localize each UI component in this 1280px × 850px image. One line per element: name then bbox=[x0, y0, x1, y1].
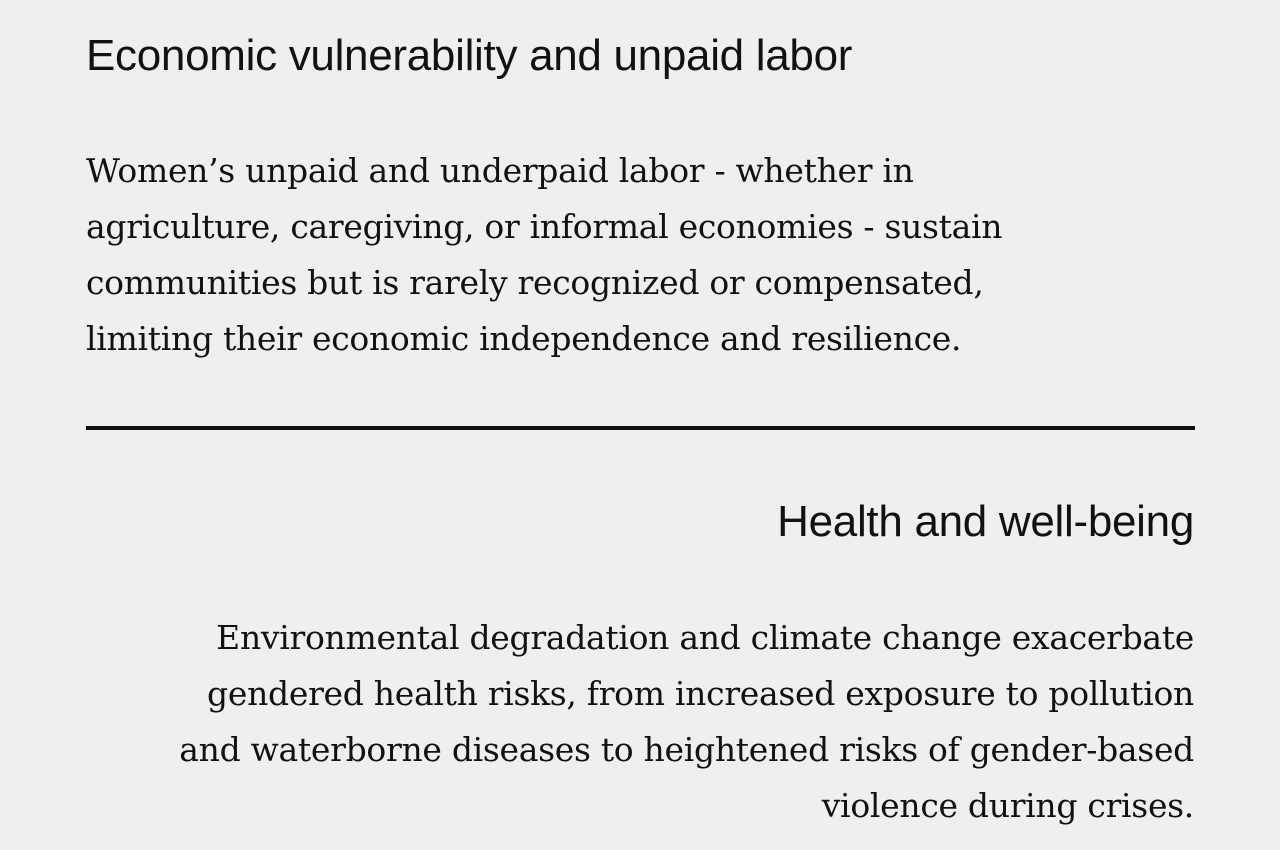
body-line: Environmental degradation and climate change exacerbate bbox=[216, 618, 1194, 657]
body-line: gendered health risks, from increased exposure to pollution bbox=[207, 674, 1194, 713]
body-line: communities but is rarely recognized or compensated, bbox=[86, 263, 984, 302]
section-body-health-well-being bbox=[94, 610, 1194, 834]
body-line: and waterborne diseases to heightened risks of gender-based bbox=[179, 730, 1194, 769]
section-heading-economic-vulnerability: Economic vulnerability and unpaid labor bbox=[86, 31, 853, 80]
body-line: limiting their economic independence and resilience. bbox=[86, 319, 962, 358]
section-heading-health-well-being: Health and well-being bbox=[777, 497, 1194, 546]
section-body-economic-vulnerability bbox=[86, 143, 1086, 367]
body-line: agriculture, caregiving, or informal economies - sustain bbox=[86, 207, 1003, 246]
section-divider bbox=[86, 426, 1195, 430]
body-line: violence during crises. bbox=[821, 786, 1194, 825]
body-line: Women’s unpaid and underpaid labor - whether in bbox=[86, 151, 914, 190]
